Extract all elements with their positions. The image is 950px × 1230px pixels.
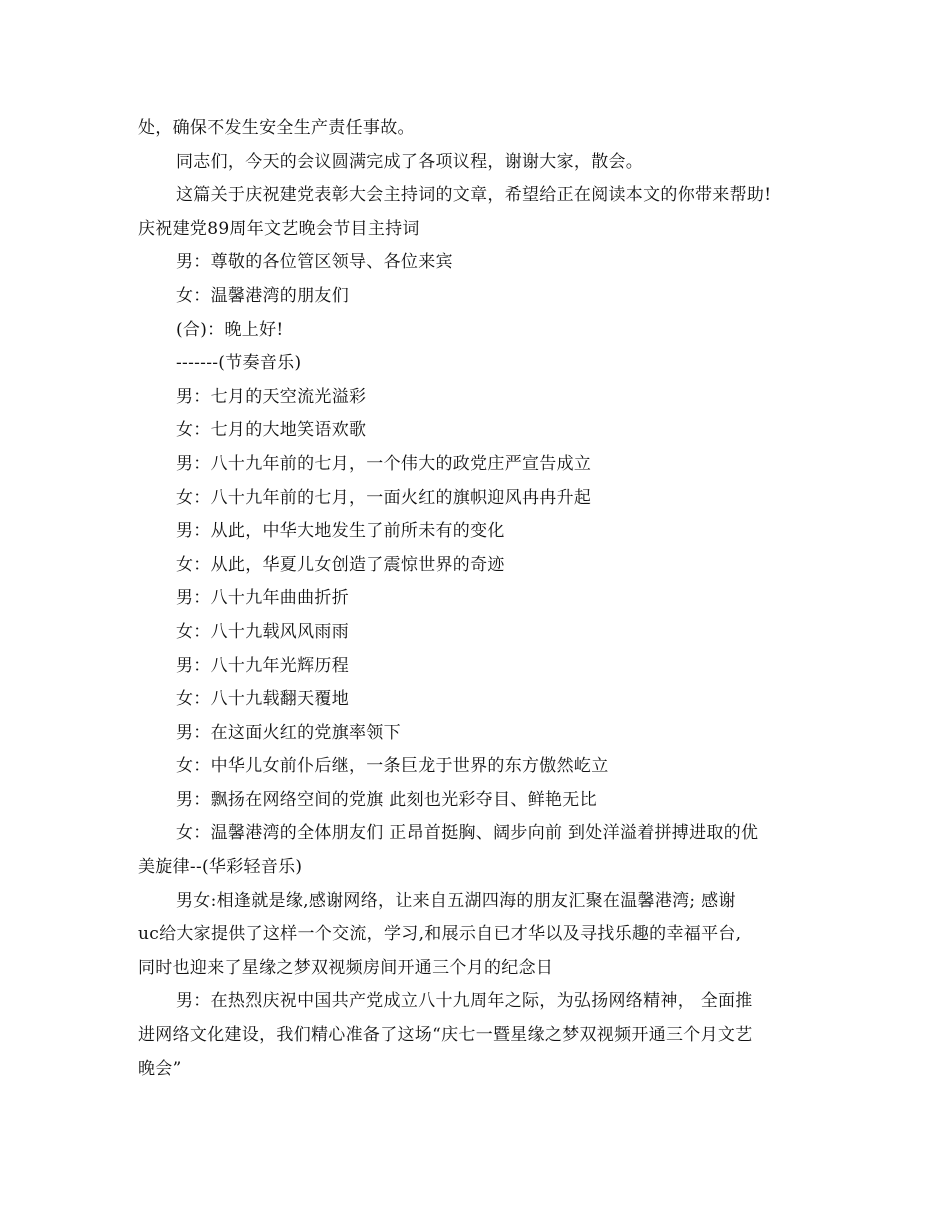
text-line: 女：中华儿女前仆后继，一条巨龙于世界的东方傲然屹立	[176, 756, 609, 777]
text-line: 男：从此，中华大地发生了前所未有的变化	[176, 521, 505, 542]
text-line: (合)：晚上好!	[176, 319, 284, 340]
text-line: 女：温馨港湾的朋友们	[176, 285, 349, 306]
text-line: 男：在这面火红的党旗率领下	[176, 722, 401, 743]
text-line: 这篇关于庆祝建党表彰大会主持词的文章，希望给正在阅读本文的你带来帮助!	[176, 185, 772, 206]
text-line: 女：七月的大地笑语欢歌	[176, 420, 367, 441]
text-line: 男：飘扬在网络空间的党旗 此刻也光彩夺目、鲜艳无比	[176, 789, 597, 810]
text-line: uc给大家提供了这样一个交流，学习,和展示自已才华以及寻找乐趣的幸福平台,	[138, 924, 742, 945]
text-line: 女：从此，华夏儿女创造了震惊世界的奇迹	[176, 554, 505, 575]
text-line: 男：八十九年曲曲折折	[176, 588, 349, 609]
text-line: 男：七月的天空流光溢彩	[176, 386, 367, 407]
text-line: 男女:相逢就是缘,感谢网络，让来自五湖四海的朋友汇聚在温馨港湾; 感谢	[176, 890, 736, 911]
text-line: 美旋律--(华彩轻音乐)	[138, 857, 303, 878]
text-line: 处，确保不发生安全生产责任事故。	[138, 118, 415, 138]
text-line: 男：八十九年前的七月，一个伟大的政党庄严宣告成立	[176, 453, 592, 474]
text-line: 同时也迎来了星缘之梦双视频房间开通三个月的纪念日	[138, 957, 554, 978]
text-line: 同志们，今天的会议圆满完成了各项议程，谢谢大家，散会。	[176, 151, 644, 172]
text-line: 女：八十九载翻天覆地	[176, 689, 349, 710]
text-line: 进网络文化建设，我们精心准备了这场“庆七一暨星缘之梦双视频开通三个月文艺	[138, 1025, 753, 1046]
text-line: 男：八十九年光辉历程	[176, 655, 349, 676]
text-line: 男：尊敬的各位管区领导、各位来宾	[176, 252, 453, 273]
text-line: 女：八十九年前的七月，一面火红的旗帜迎风冉冉升起	[176, 487, 592, 508]
document-body	[138, 112, 813, 1086]
text-line: 晚会”	[138, 1058, 182, 1079]
text-line: 男：在热烈庆祝中国共产党成立八十九周年之际，为弘扬网络精神， 全面推	[176, 991, 753, 1012]
text-line: 女：八十九载风风雨雨	[176, 621, 349, 642]
text-line: 庆祝建党89周年文艺晚会节目主持词	[138, 218, 420, 239]
text-line: -------(节奏音乐)	[176, 353, 302, 374]
text-line: 女：温馨港湾的全体朋友们 正昂首挺胸、阔步向前 到处洋溢着拼搏进取的优	[176, 823, 759, 844]
